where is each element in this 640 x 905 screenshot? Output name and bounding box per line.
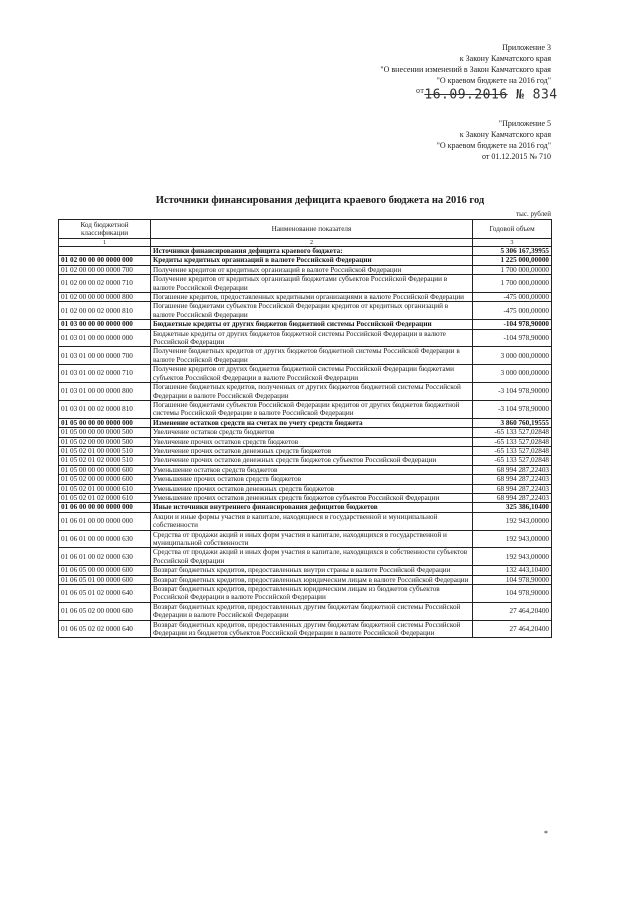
row-code: 01 05 00 00 00 0000 500	[59, 428, 151, 437]
row-name: Средства от продажи акций и иных форм участия в капитале, находящихся в собственности субъектов Российской Федерации	[151, 548, 473, 566]
row-amount: 325 386,10400	[473, 503, 552, 512]
table-body	[59, 247, 552, 638]
table-row	[59, 465, 552, 474]
table-row	[59, 275, 552, 293]
table-row	[59, 512, 552, 530]
row-name: Уменьшение остатков средств бюджетов	[151, 465, 473, 474]
row-name: Получение кредитов от кредитных организаций в валюте Российской Федерации	[151, 265, 473, 274]
row-code: 01 03 01 00 00 0000 000	[59, 329, 151, 347]
row-code: 01 05 02 00 00 0000 600	[59, 475, 151, 484]
table-row	[59, 418, 552, 427]
registration-stamp	[416, 86, 558, 102]
row-name: Кредиты кредитных организаций в валюте Российской Федерации	[151, 256, 473, 265]
row-amount: 104 978,90000	[473, 585, 552, 603]
row-name: Изменение остатков средств на счетах по учету средств бюджета	[151, 418, 473, 427]
table-row	[59, 484, 552, 493]
document-title: Источники финансирования дефицита краевого бюджета на 2016 год	[155, 195, 485, 206]
table-row	[59, 446, 552, 455]
units-label: тыс. рублей	[516, 210, 551, 218]
row-name: Возврат бюджетных кредитов, предоставленных юридическим лицам из бюджетов субъектов Российской Федерации в валюте Российской Федерации	[151, 585, 473, 603]
row-code: 01 03 01 00 00 0000 700	[59, 347, 151, 365]
header-line: "О краевом бюджете на 2016 год"	[436, 141, 551, 150]
row-code: 01 05 02 01 02 0000 610	[59, 493, 151, 502]
row-name: Средства от продажи акций и иных форм участия в капитале, находящихся в государственной и муниципальной собственности	[151, 530, 473, 548]
row-name: Погашение кредитов, предоставленных кредитными организациями в валюте Российской Федерации	[151, 293, 473, 302]
column-header-name: Наименование показателя	[151, 220, 473, 239]
row-name: Возврат бюджетных кредитов, предоставленных другим бюджетам бюджетной системы Российской Федерации в валюте Российской Федерации	[151, 602, 473, 620]
row-amount: -3 104 978,90000	[473, 383, 552, 401]
row-code: 01 02 00 00 02 0000 710	[59, 275, 151, 293]
header-line: "О краевом бюджете на 2016 год"	[436, 76, 551, 85]
table-row	[59, 365, 552, 383]
row-code: 01 05 02 00 00 0000 500	[59, 437, 151, 446]
table-row	[59, 383, 552, 401]
row-amount: 27 464,20400	[473, 602, 552, 620]
row-code: 01 05 02 01 00 0000 610	[59, 484, 151, 493]
column-header-code: Код бюджетной классификации	[59, 220, 151, 239]
column-number: 2	[151, 239, 473, 247]
table-row	[59, 265, 552, 274]
row-amount: -104 978,90000	[473, 320, 552, 329]
table-row	[59, 503, 552, 512]
row-name: Увеличение остатков средств бюджетов	[151, 428, 473, 437]
row-name: Уменьшение прочих остатков средств бюджетов	[151, 475, 473, 484]
row-amount: -104 978,90000	[473, 329, 552, 347]
row-name: Уменьшение прочих остатков денежных средств бюджетов	[151, 484, 473, 493]
table-row	[59, 400, 552, 418]
row-amount: -65 133 527,02848	[473, 446, 552, 455]
row-name: Погашение бюджетами субъектов Российской Федерации кредитов от других бюджетов бюджетной системы Российской Федерации в валюте Российской Федерации	[151, 400, 473, 418]
row-amount: 192 943,00000	[473, 530, 552, 548]
row-name: Увеличение прочих остатков денежных средств бюджетов	[151, 446, 473, 455]
row-code: 01 06 01 00 00 0000 630	[59, 530, 151, 548]
row-name: Бюджетные кредиты от других бюджетов бюджетной системы Российской Федерации	[151, 320, 473, 329]
row-amount: 27 464,20400	[473, 620, 552, 638]
row-code: 01 06 05 02 00 0000 600	[59, 602, 151, 620]
row-code: 01 03 01 00 02 0000 810	[59, 400, 151, 418]
row-name: Источники финансирования дефицита краевого бюджета:	[151, 247, 473, 256]
header-line: "Приложение 5	[498, 119, 551, 128]
column-number: 3	[473, 239, 552, 247]
table-row	[59, 456, 552, 465]
row-amount: 3 860 760,19555	[473, 418, 552, 427]
row-code: 01 06 01 00 02 0000 630	[59, 548, 151, 566]
row-code: 01 03 01 00 00 0000 800	[59, 383, 151, 401]
financing-sources-table	[58, 219, 552, 638]
header-line: к Закону Камчатского края	[459, 54, 551, 63]
row-name: Погашение бюджетных кредитов, полученных от других бюджетов бюджетной системы Российской Федерации в валюте Российской Федерации	[151, 383, 473, 401]
table-row	[59, 437, 552, 446]
row-name: Иные источники внутреннего финансирования дефицитов бюджетов	[151, 503, 473, 512]
row-amount: 192 943,00000	[473, 548, 552, 566]
column-header-amount: Годовой объем	[473, 220, 552, 239]
row-name: Получение бюджетных кредитов от других бюджетов бюджетной системы Российской Федерации в валюте Российской Федерации	[151, 347, 473, 365]
header-line: к Закону Камчатского края	[459, 130, 551, 139]
row-code: 01 06 05 01 02 0000 640	[59, 585, 151, 603]
row-code	[59, 247, 151, 256]
table-row	[59, 329, 552, 347]
appendix-5-header	[437, 118, 551, 162]
column-number: 1	[59, 239, 151, 247]
row-amount: 68 994 287,22403	[473, 475, 552, 484]
table-row	[59, 566, 552, 575]
table-row	[59, 428, 552, 437]
header-line: от 01.12.2015 № 710	[481, 152, 551, 161]
stamp-prefix: от	[416, 86, 425, 95]
table-row	[59, 320, 552, 329]
row-amount: 1 225 000,00000	[473, 256, 552, 265]
row-name: Акции и иные формы участия в капитале, находящиеся в государственной и муниципальной собственности	[151, 512, 473, 530]
row-code: 01 05 02 01 02 0000 510	[59, 456, 151, 465]
row-code: 01 02 00 00 00 0000 700	[59, 265, 151, 274]
row-amount: 104 978,90000	[473, 575, 552, 584]
row-code: 01 06 01 00 00 0000 000	[59, 512, 151, 530]
table-row	[59, 575, 552, 584]
row-name: Возврат бюджетных кредитов, предоставленных юридическим лицам в валюте Российской Федерации	[151, 575, 473, 584]
row-amount: 68 994 287,22403	[473, 484, 552, 493]
table-row	[59, 493, 552, 502]
row-code: 01 06 05 00 00 0000 600	[59, 566, 151, 575]
row-name: Получение кредитов от других бюджетов бюджетной системы Российской Федерации бюджетами субъектов Российской Федерации в валюте Российской Федерации	[151, 365, 473, 383]
header-line: Приложение 3	[502, 43, 551, 52]
row-amount: 68 994 287,22403	[473, 465, 552, 474]
row-amount: -65 133 527,02848	[473, 428, 552, 437]
table-row	[59, 585, 552, 603]
row-code: 01 03 01 00 02 0000 710	[59, 365, 151, 383]
row-code: 01 05 00 00 00 0000 600	[59, 465, 151, 474]
row-code: 01 06 05 01 00 0000 600	[59, 575, 151, 584]
row-code: 01 02 00 00 00 0000 000	[59, 256, 151, 265]
row-amount: 132 443,10400	[473, 566, 552, 575]
table-row	[59, 548, 552, 566]
table-row	[59, 247, 552, 256]
row-code: 01 06 00 00 00 0000 000	[59, 503, 151, 512]
row-name: Возврат бюджетных кредитов, предоставленных внутри страны в валюте Российской Федерации	[151, 566, 473, 575]
row-amount: -65 133 527,02848	[473, 437, 552, 446]
table-header-row	[59, 220, 552, 239]
row-name: Увеличение прочих остатков денежных средств бюджетов субъектов Российской Федерации	[151, 456, 473, 465]
row-code: 01 05 00 00 00 0000 000	[59, 418, 151, 427]
table-row	[59, 256, 552, 265]
row-amount: 68 994 287,22403	[473, 493, 552, 502]
row-name: Уменьшение прочих остатков денежных средств бюджетов субъектов Российской Федерации	[151, 493, 473, 502]
row-code: 01 02 00 00 02 0000 810	[59, 302, 151, 320]
table-row	[59, 620, 552, 638]
table-row	[59, 347, 552, 365]
row-name: Погашение бюджетами субъектов Российской Федерации кредитов от кредитных организаций в валюте Российской Федерации	[151, 302, 473, 320]
table-row	[59, 475, 552, 484]
stamp-number: № 834	[516, 87, 558, 103]
table-row	[59, 530, 552, 548]
stamp-date: 16.09.2016	[424, 87, 508, 103]
row-name: Возврат бюджетных кредитов, предоставленных другим бюджетам бюджетной системы Российской Федерации из бюджетов субъектов Российской Федерации в валюте Российской Федерации	[151, 620, 473, 638]
table-row	[59, 302, 552, 320]
row-name: Увеличение прочих остатков средств бюджетов	[151, 437, 473, 446]
row-name: Получение кредитов от кредитных организаций бюджетами субъектов Российской Федерации в валюте Российской Федерации	[151, 275, 473, 293]
row-amount: 5 306 167,39955	[473, 247, 552, 256]
row-amount: -65 133 527,02848	[473, 456, 552, 465]
table-row	[59, 293, 552, 302]
row-amount: 3 000 000,00000	[473, 365, 552, 383]
row-amount: 192 943,00000	[473, 512, 552, 530]
row-amount: 3 000 000,00000	[473, 347, 552, 365]
row-code: 01 06 05 02 02 0000 640	[59, 620, 151, 638]
row-code: 01 03 00 00 00 0000 000	[59, 320, 151, 329]
row-amount: -3 104 978,90000	[473, 400, 552, 418]
column-number-row	[59, 239, 552, 247]
row-code: 01 05 02 01 00 0000 510	[59, 446, 151, 455]
row-code: 01 02 00 00 00 0000 800	[59, 293, 151, 302]
row-amount: 1 700 000,00000	[473, 275, 552, 293]
row-name: Бюджетные кредиты от других бюджетов бюджетной системы Российской Федерации в валюте Российской Федерации	[151, 329, 473, 347]
appendix-3-header	[380, 42, 551, 86]
row-amount: -475 000,00000	[473, 293, 552, 302]
footer-mark: *	[544, 829, 548, 838]
table-row	[59, 602, 552, 620]
row-amount: 1 700 000,00000	[473, 265, 552, 274]
header-line: "О внесении изменений в Закон Камчатского края	[380, 65, 551, 74]
row-amount: -475 000,00000	[473, 302, 552, 320]
